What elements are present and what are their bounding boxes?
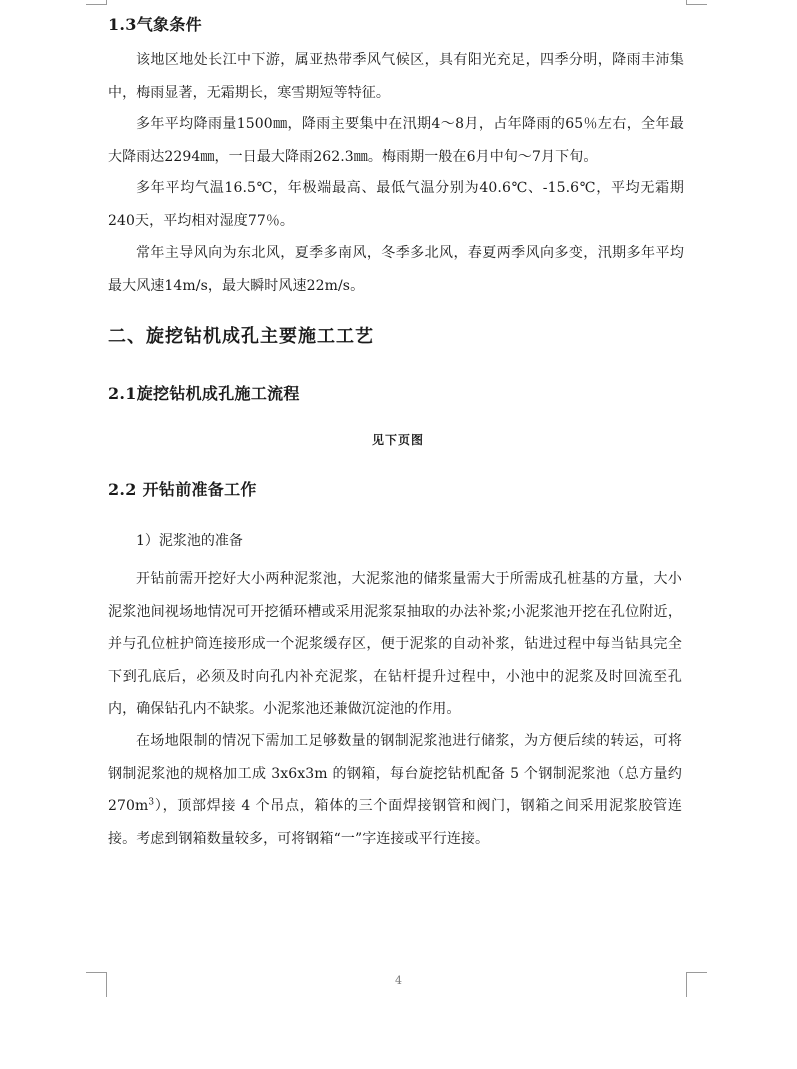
chapter-heading-2: 二、旋挖钻机成孔主要施工工艺 bbox=[108, 326, 374, 347]
paragraph-climate-overview: 该地区地处长江中下游，属亚热带季风气候区，具有阳光充足，四季分明，降雨丰沛集中，梅雨显著，无霜期长，寒雪期短等特征。 bbox=[108, 52, 684, 101]
crop-mark-top-right bbox=[686, 0, 707, 5]
paragraph-steel-mud-tank: 在场地限制的情况下需加工足够数量的钢制泥浆池进行储浆，为方便后续的转运，可将钢制泥浆池的规格加工成 3x6x3m 的钢箱，每台旋挖钻机配备 5 个钢制泥浆池（总方量约 $270m^3$），顶部焊接 4 个吊点，箱体的三个面焊接钢管和阀门，钢箱之间采用泥浆胶管连接。考虑到钢箱数量较多，可将钢箱“一”字连接或平行连接。 bbox=[108, 733, 682, 847]
section-heading-2-1: 2.1旋挖钻机成孔施工流程 bbox=[108, 384, 300, 403]
list-item-mud-pit: 1）泥浆池的准备 bbox=[136, 533, 243, 549]
section-heading-1-3: 1.3气象条件 bbox=[108, 15, 202, 34]
paragraph-mud-pit-preparation: 开钻前需开挖好大小两种泥浆池，大泥浆池的储浆量需大于所需成孔桩基的方量，大小泥浆池间视场地情况可开挖循环槽或采用泥浆泵抽取的办法补浆;小泥浆池开挖在孔位附近，并与孔位桩护筒连接形成一个泥浆缓存区，便于泥浆的自动补浆，钻进过程中每当钻具完全下到孔底后，必须及时向孔内补充泥浆，在钻杆提升过程中，小池中的泥浆及时回流至孔内，确保钻孔内不缺浆。小泥浆池还兼做沉淀池的作用。 bbox=[108, 571, 682, 717]
crop-mark-top-left bbox=[86, 0, 107, 5]
paragraph-temperature: 多年平均气温16.5℃，年极端最高、最低气温分别为40.6℃、-15.6℃，平均无霜期240天，平均相对湿度77％。 bbox=[108, 180, 684, 229]
see-next-page-note: 见下页图 bbox=[371, 433, 424, 447]
page-number: 4 bbox=[395, 974, 402, 987]
paragraph-wind: 常年主导风向为东北风，夏季多南风，冬季多北风，春夏两季风向多变，汛期多年平均最大风速14m/s，最大瞬时风速22m/s。 bbox=[108, 245, 684, 294]
paragraph-rainfall: 多年平均降雨量1500㎜，降雨主要集中在汛期4～8月，占年降雨的65％左右，全年最大降雨达2294㎜，一日最大降雨262.3㎜。梅雨期一般在6月中旬～7月下旬。 bbox=[108, 116, 684, 165]
section-heading-2-2: 2.2 开钻前准备工作 bbox=[108, 480, 257, 499]
